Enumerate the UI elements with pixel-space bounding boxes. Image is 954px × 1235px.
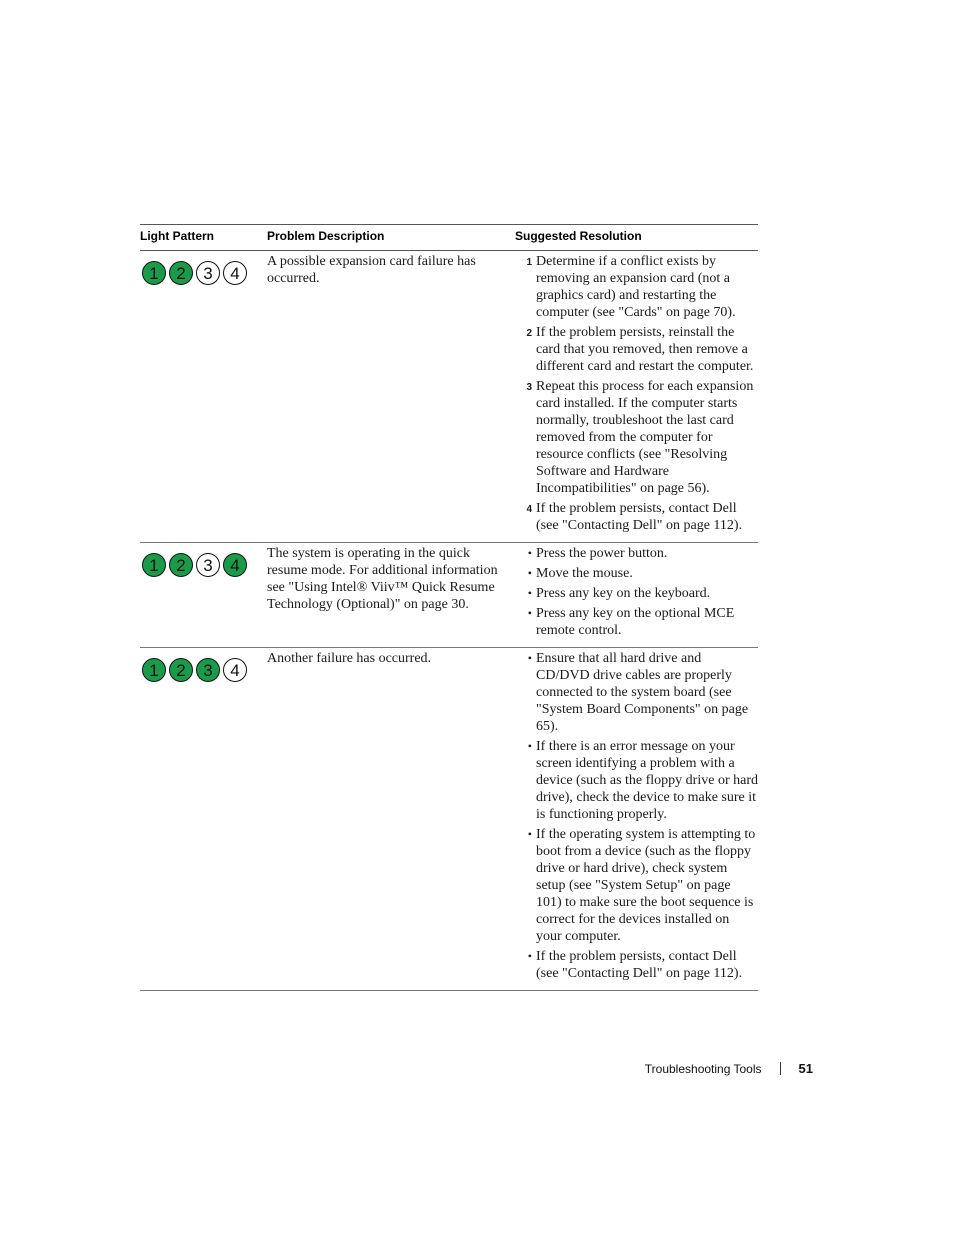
diagnostic-light-1-icon: 1 bbox=[142, 553, 166, 577]
diagnostic-lights bbox=[142, 261, 267, 285]
bullet-marker: • bbox=[527, 739, 532, 753]
resolution-step bbox=[519, 650, 758, 735]
resolution-step bbox=[519, 605, 758, 639]
step-text: Press any key on the optional MCE remote control. bbox=[536, 606, 735, 638]
bullet-marker: • bbox=[527, 566, 532, 580]
step-text: If there is an error message on your screen identifying a problem with a device (such as the floppy drive or hard drive), check the device to make sure it is functioning properly. bbox=[536, 739, 758, 822]
diagnostic-lights bbox=[142, 658, 267, 682]
step-text: If the operating system is attempting to boot from a device (such as the floppy drive or hard drive), check system setup (see "System Setup" on page 101) to make sure the boot sequence is correct for the devices installed on your computer. bbox=[536, 827, 756, 944]
step-text: Determine if a conflict exists by removing an expansion card (not a graphics card) and restarting the computer (see "Cards" on page 70). bbox=[536, 254, 736, 320]
resolution-list bbox=[519, 253, 758, 534]
table-row bbox=[140, 251, 758, 543]
step-number: 1 bbox=[526, 257, 532, 268]
footer-section-title: Troubleshooting Tools bbox=[644, 1061, 762, 1076]
step-text: If the problem persists, contact Dell (see "Contacting Dell" on page 112). bbox=[536, 949, 743, 981]
diagnostic-lights bbox=[142, 553, 267, 577]
bullet-marker: • bbox=[527, 546, 532, 560]
diagnostic-light-1-icon: 1 bbox=[142, 658, 166, 682]
light-pattern-cell bbox=[140, 543, 267, 648]
bullet-marker: • bbox=[527, 949, 532, 963]
page-number: 51 bbox=[798, 1061, 813, 1076]
problem-description-cell: The system is operating in the quick resume mode. For additional information see "Using Intel® Viiv™ Quick Resume Technology (Optional)" on page 30. bbox=[267, 543, 515, 648]
resolution-step bbox=[519, 565, 758, 582]
light-pattern-cell bbox=[140, 648, 267, 991]
suggested-resolution-cell bbox=[515, 543, 758, 648]
bullet-marker: • bbox=[527, 827, 532, 841]
diagnostic-light-3-icon: 3 bbox=[196, 553, 220, 577]
bullet-marker: • bbox=[527, 651, 532, 665]
diagnostic-light-2-icon: 2 bbox=[169, 261, 193, 285]
problem-description-cell: A possible expansion card failure has occurred. bbox=[267, 251, 515, 543]
suggested-resolution-cell bbox=[515, 648, 758, 991]
step-text: If the problem persists, contact Dell (see "Contacting Dell" on page 112). bbox=[536, 501, 743, 533]
table-row bbox=[140, 648, 758, 991]
table-row bbox=[140, 543, 758, 648]
diagnostic-light-2-icon: 2 bbox=[169, 553, 193, 577]
resolution-step bbox=[519, 324, 758, 375]
light-pattern-table bbox=[140, 224, 758, 991]
diagnostic-light-2-icon: 2 bbox=[169, 658, 193, 682]
resolution-step bbox=[519, 500, 758, 534]
step-text: Press the power button. bbox=[536, 546, 668, 561]
step-text: Move the mouse. bbox=[536, 566, 633, 581]
step-number: 4 bbox=[526, 504, 532, 515]
diagnostic-light-4-icon: 4 bbox=[223, 658, 247, 682]
diagnostic-light-3-icon: 3 bbox=[196, 658, 220, 682]
step-number: 3 bbox=[526, 382, 532, 393]
diagnostic-light-4-icon: 4 bbox=[223, 261, 247, 285]
resolution-list bbox=[519, 545, 758, 639]
step-number: 2 bbox=[526, 328, 532, 339]
resolution-step bbox=[519, 826, 758, 945]
resolution-step bbox=[519, 253, 758, 321]
footer-divider bbox=[780, 1062, 781, 1075]
resolution-list bbox=[519, 650, 758, 982]
problem-description-cell: Another failure has occurred. bbox=[267, 648, 515, 991]
header-light-pattern: Light Pattern bbox=[140, 225, 267, 251]
light-pattern-cell bbox=[140, 251, 267, 543]
header-suggested-resolution: Suggested Resolution bbox=[515, 225, 758, 251]
resolution-step bbox=[519, 585, 758, 602]
bullet-marker: • bbox=[527, 586, 532, 600]
step-text: If the problem persists, reinstall the card that you removed, then remove a different card and restart the computer. bbox=[536, 325, 754, 374]
diagnostic-light-1-icon: 1 bbox=[142, 261, 166, 285]
table-body bbox=[140, 251, 758, 991]
bullet-marker: • bbox=[527, 606, 532, 620]
step-text: Repeat this process for each expansion card installed. If the computer starts normally, troubleshoot the last card removed from the computer for resource conflicts (see "Resolving Software and Hardware Incompatibilities" on page 56). bbox=[536, 379, 754, 496]
page-footer bbox=[645, 1061, 813, 1076]
suggested-resolution-cell bbox=[515, 251, 758, 543]
table-header-row bbox=[140, 225, 758, 251]
resolution-step bbox=[519, 948, 758, 982]
resolution-step bbox=[519, 378, 758, 497]
step-text: Press any key on the keyboard. bbox=[536, 586, 711, 601]
diagnostic-light-4-icon: 4 bbox=[223, 553, 247, 577]
resolution-step bbox=[519, 738, 758, 823]
header-problem-description: Problem Description bbox=[267, 225, 515, 251]
diagnostic-light-3-icon: 3 bbox=[196, 261, 220, 285]
step-text: Ensure that all hard drive and CD/DVD drive cables are properly connected to the system board (see "System Board Components" on page 65). bbox=[536, 651, 749, 734]
resolution-step bbox=[519, 545, 758, 562]
